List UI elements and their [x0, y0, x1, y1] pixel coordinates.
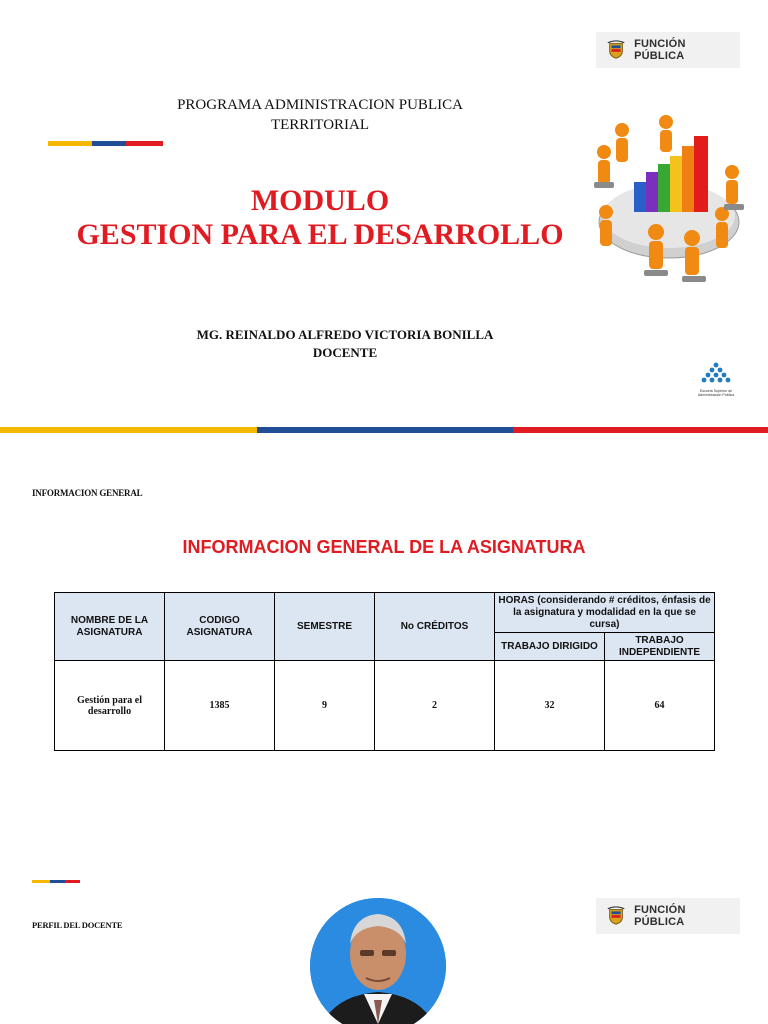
header-code: CODIGO ASIGNATURA: [165, 593, 275, 661]
cell-credits: 2: [375, 661, 495, 751]
funcion-publica-label: FUNCIÓN PÚBLICA: [634, 38, 686, 62]
esap-logo: [692, 362, 740, 402]
header-independent: TRABAJO INDEPENDIENTE: [605, 633, 715, 661]
cell-name: Gestión para el desarrollo: [55, 661, 165, 751]
funcion-publica-logo-bottom: [596, 898, 740, 934]
cell-semester: 9: [275, 661, 375, 751]
esap-caption: Escuela Superior de Administración Pública: [697, 389, 735, 397]
teacher-block: MG. REINALDO ALFREDO VICTORIA BONILLA DOCENTE: [196, 327, 494, 360]
cell-code: 1385: [165, 661, 275, 751]
flag-stripe-small: [32, 880, 80, 883]
section-label-informacion: INFORMACION GENERAL: [32, 488, 143, 498]
table-section-title: INFORMACION GENERAL DE LA ASIGNATURA: [182, 537, 586, 557]
teacher-portrait: [308, 896, 448, 1024]
cell-directed: 32: [495, 661, 605, 751]
team-meeting-illustration: [584, 112, 754, 292]
flag-stripe-divider: [0, 427, 768, 433]
coat-of-arms-icon: [606, 905, 626, 927]
header-credits: No CRÉDITOS: [375, 593, 495, 661]
header-name: NOMBRE DE LA ASIGNATURA: [55, 593, 165, 661]
funcion-publica-label-bottom: FUNCIÓN PÚBLICA: [634, 904, 686, 928]
cell-independent: 64: [605, 661, 715, 751]
funcion-publica-logo: [596, 32, 740, 68]
header-hours: HORAS (considerando # créditos, énfasis de la asignatura y modalidad en la que se cursa): [495, 593, 715, 633]
coat-of-arms-icon: [606, 39, 626, 61]
table-row: [55, 661, 715, 751]
program-title: PROGRAMA ADMINISTRACION PUBLICA TERRITORIAL: [177, 97, 463, 133]
header-directed: TRABAJO DIRIGIDO: [495, 633, 605, 661]
module-title: MODULO GESTION PARA EL DESARROLLO: [76, 184, 564, 251]
section-label-perfil: PERFIL DEL DOCENTE: [32, 920, 123, 930]
course-info-table: [54, 592, 715, 751]
flag-stripe-top: [48, 141, 163, 146]
esap-dots-icon: [701, 362, 731, 384]
header-semester: SEMESTRE: [275, 593, 375, 661]
